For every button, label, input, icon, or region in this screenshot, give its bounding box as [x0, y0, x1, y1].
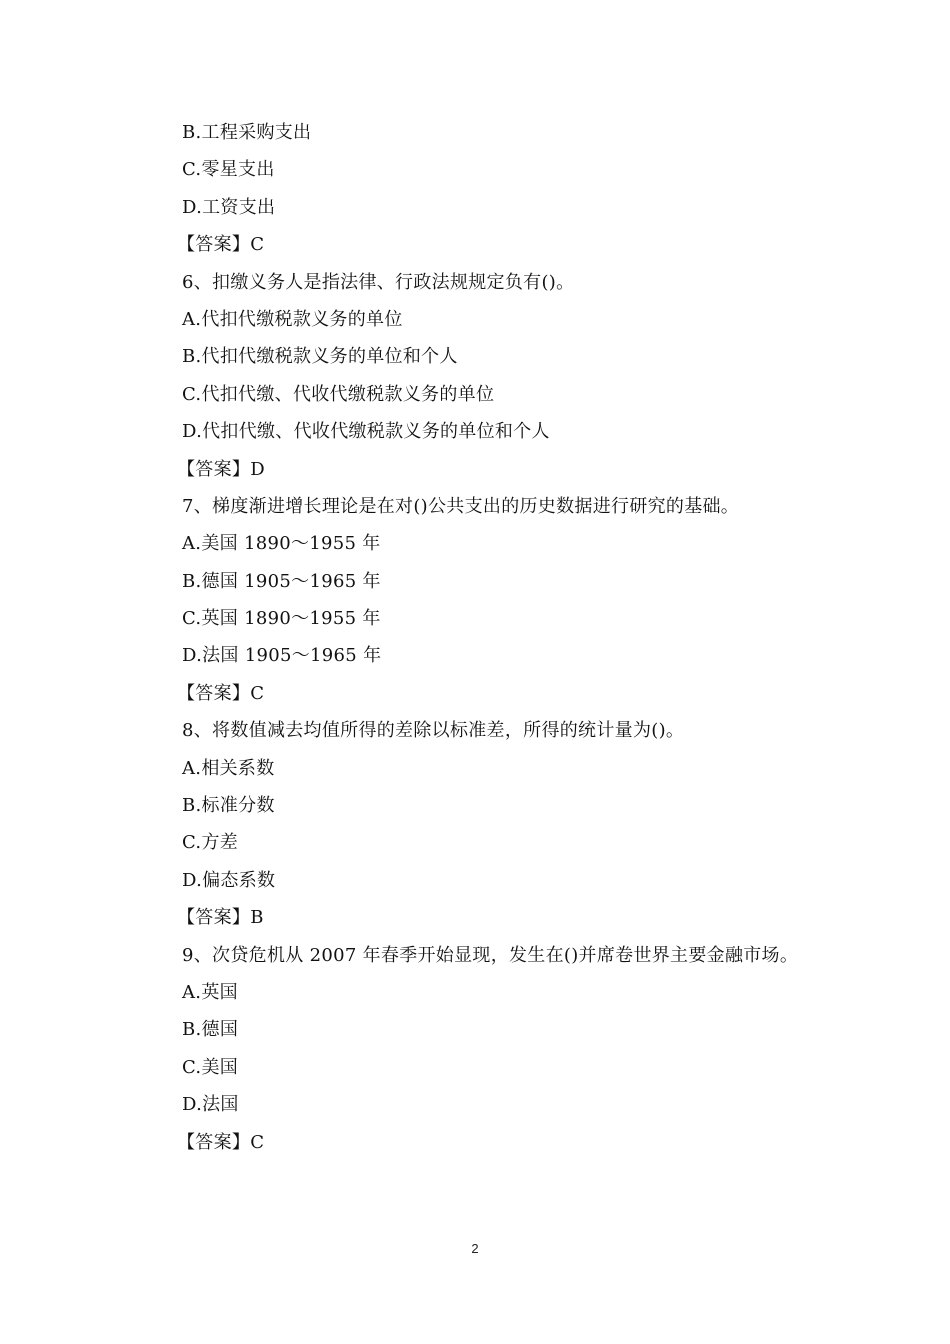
option-text: B.德国 — [182, 1019, 239, 1041]
option-text: D.偏态系数 — [182, 869, 276, 891]
option-text: A.相关系数 — [182, 757, 275, 779]
option-text: A.美国 1890～1955 年 — [182, 533, 381, 555]
question-text: 6、扣缴义务人是指法律、行政法规规定负有()。 — [182, 271, 575, 293]
option-text: D.法国 — [182, 1094, 239, 1116]
option-text: C.美国 — [182, 1056, 239, 1078]
option-text: C.零星支出 — [182, 159, 275, 181]
option-text: C.方差 — [182, 832, 239, 854]
option-text: C.英国 1890～1955 年 — [182, 608, 381, 630]
option-text: D.工资支出 — [182, 196, 276, 218]
option-text: B.德国 1905～1965 年 — [182, 570, 381, 592]
question-text: 9、次贷危机从 2007 年春季开始显现，发生在()并席卷世界主要金融市场。 — [182, 944, 799, 966]
option-text: B.工程采购支出 — [182, 122, 312, 143]
document-body — [177, 114, 862, 1161]
answer-line: 【答案】B — [177, 907, 264, 929]
option-text: B.标准分数 — [182, 795, 275, 817]
option-text: A.英国 — [182, 981, 238, 1003]
answer-line: 【答案】C — [177, 682, 265, 704]
answer-line: 【答案】C — [177, 234, 265, 256]
option-text: C.代扣代缴、代收代缴税款义务的单位 — [182, 383, 495, 405]
option-text: B.代扣代缴税款义务的单位和个人 — [182, 346, 458, 368]
option-text: D.法国 1905～1965 年 — [182, 645, 382, 667]
answer-line: 【答案】C — [177, 1131, 265, 1153]
question-text: 8、将数值减去均值所得的差除以标准差，所得的统计量为()。 — [182, 720, 685, 742]
answer-line: 【答案】D — [177, 458, 265, 480]
option-text: D.代扣代缴、代收代缴税款义务的单位和个人 — [182, 421, 550, 443]
option-text: A.代扣代缴税款义务的单位 — [182, 308, 403, 330]
page-number: 2 — [471, 1241, 479, 1256]
question-text: 7、梯度渐进增长理论是在对()公共支出的历史数据进行研究的基础。 — [182, 495, 740, 517]
